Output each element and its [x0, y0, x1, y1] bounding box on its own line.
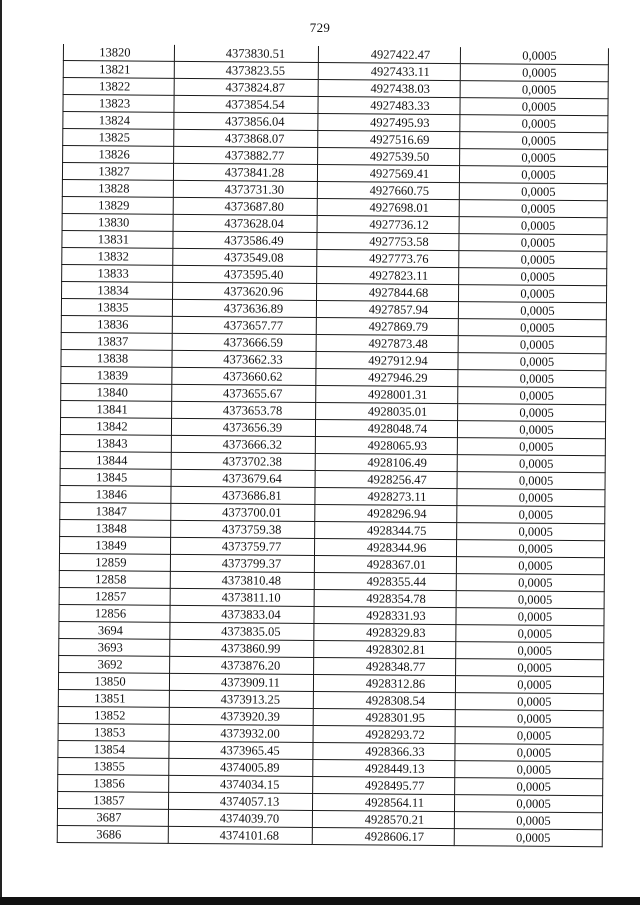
- accuracy-cell: 0,0005: [459, 200, 607, 218]
- accuracy-cell: 0,0005: [458, 319, 606, 337]
- accuracy-cell: 0,0005: [458, 404, 606, 422]
- x-coordinate-cell: 4374034.15: [169, 775, 313, 793]
- point-number-cell: 13848: [60, 519, 171, 537]
- y-coordinate-cell: 4927736.12: [317, 216, 459, 234]
- point-number-cell: 13844: [60, 451, 171, 469]
- x-coordinate-cell: 4374039.70: [168, 809, 312, 827]
- x-coordinate-cell: 4373595.40: [173, 265, 317, 283]
- x-coordinate-cell: 4373856.04: [174, 112, 318, 130]
- y-coordinate-cell: 4927422.47: [318, 46, 460, 64]
- x-coordinate-cell: 4373799.37: [170, 554, 314, 572]
- x-coordinate-cell: 4373549.08: [173, 248, 317, 266]
- x-coordinate-cell: 4373823.55: [174, 61, 318, 79]
- accuracy-cell: 0,0005: [457, 489, 605, 507]
- y-coordinate-cell: 4928495.77: [313, 776, 455, 794]
- y-coordinate-cell: 4928301.95: [313, 708, 455, 726]
- y-coordinate-cell: 4927483.33: [318, 97, 460, 115]
- accuracy-cell: 0,0005: [456, 591, 604, 609]
- x-coordinate-cell: 4373656.39: [171, 418, 315, 436]
- x-coordinate-cell: 4373810.48: [170, 571, 314, 589]
- point-number-cell: 13837: [61, 332, 172, 350]
- point-number-cell: 13824: [63, 112, 174, 130]
- x-coordinate-cell: 4373759.38: [171, 520, 315, 538]
- y-coordinate-cell: 4928344.96: [314, 538, 456, 556]
- point-number-cell: 13845: [60, 468, 171, 486]
- accuracy-cell: 0,0005: [457, 472, 605, 490]
- coordinates-table: [57, 44, 609, 847]
- x-coordinate-cell: 4373876.20: [170, 656, 314, 674]
- accuracy-cell: 0,0005: [454, 795, 602, 813]
- y-coordinate-cell: 4927753.58: [317, 233, 459, 251]
- y-coordinate-cell: 4927495.93: [318, 114, 460, 132]
- point-number-cell: 13830: [62, 213, 173, 231]
- y-coordinate-cell: 4928302.81: [314, 640, 456, 658]
- y-coordinate-cell: 4928354.78: [314, 589, 456, 607]
- point-number-cell: 13850: [58, 672, 169, 690]
- x-coordinate-cell: 4373824.87: [174, 78, 318, 96]
- y-coordinate-cell: 4928344.75: [315, 521, 457, 539]
- y-coordinate-cell: 4927516.69: [318, 131, 460, 149]
- x-coordinate-cell: 4373830.51: [174, 45, 318, 63]
- accuracy-cell: 0,0005: [459, 251, 607, 269]
- x-coordinate-cell: 4373913.25: [169, 690, 313, 708]
- point-number-cell: 13826: [63, 146, 174, 164]
- y-coordinate-cell: 4927438.03: [318, 80, 460, 98]
- accuracy-cell: 0,0005: [457, 506, 605, 524]
- y-coordinate-cell: 4928065.93: [315, 436, 457, 454]
- point-number-cell: 3686: [57, 825, 168, 843]
- point-number-cell: 13835: [61, 298, 172, 316]
- point-number-cell: 13847: [60, 502, 171, 520]
- point-number-cell: 3687: [57, 808, 168, 826]
- x-coordinate-cell: 4373620.96: [172, 282, 316, 300]
- point-number-cell: 13834: [62, 281, 173, 299]
- y-coordinate-cell: 4927946.29: [316, 368, 458, 386]
- scan-edge-bottom: [0, 897, 640, 905]
- x-coordinate-cell: 4373679.64: [171, 469, 315, 487]
- x-coordinate-cell: 4374101.68: [168, 826, 312, 844]
- accuracy-cell: 0,0005: [458, 370, 606, 388]
- point-number-cell: 13854: [58, 740, 169, 758]
- accuracy-cell: 0,0005: [457, 438, 605, 456]
- accuracy-cell: 0,0005: [455, 727, 603, 745]
- point-number-cell: 13822: [63, 78, 174, 96]
- y-coordinate-cell: 4928348.77: [314, 657, 456, 675]
- point-number-cell: 13825: [63, 129, 174, 147]
- accuracy-cell: 0,0005: [460, 132, 608, 150]
- y-coordinate-cell: 4927569.41: [317, 165, 459, 183]
- y-coordinate-cell: 4928564.11: [312, 793, 454, 811]
- x-coordinate-cell: 4373854.54: [174, 95, 318, 113]
- x-coordinate-cell: 4373666.59: [172, 333, 316, 351]
- x-coordinate-cell: 4373731.30: [173, 180, 317, 198]
- point-number-cell: 13841: [61, 400, 172, 418]
- y-coordinate-cell: 4928035.01: [316, 402, 458, 420]
- point-number-cell: 13853: [58, 723, 169, 741]
- accuracy-cell: 0,0005: [458, 387, 606, 405]
- x-coordinate-cell: 4373586.49: [173, 231, 317, 249]
- point-number-cell: 13833: [62, 264, 173, 282]
- y-coordinate-cell: 4928367.01: [314, 555, 456, 573]
- accuracy-cell: 0,0005: [456, 625, 604, 643]
- x-coordinate-cell: 4373655.67: [172, 384, 316, 402]
- point-number-cell: 13842: [60, 417, 171, 435]
- point-number-cell: 13857: [57, 791, 168, 809]
- y-coordinate-cell: 4928449.13: [313, 759, 455, 777]
- accuracy-cell: 0,0005: [458, 353, 606, 371]
- accuracy-cell: 0,0005: [456, 659, 604, 677]
- accuracy-cell: 0,0005: [456, 557, 604, 575]
- point-number-cell: 13827: [62, 163, 173, 181]
- y-coordinate-cell: 4928606.17: [312, 827, 454, 845]
- point-number-cell: 13821: [63, 61, 174, 79]
- point-number-cell: 13836: [61, 315, 172, 333]
- accuracy-cell: 0,0005: [460, 115, 608, 133]
- point-number-cell: 13828: [62, 179, 173, 197]
- y-coordinate-cell: 4928048.74: [315, 419, 457, 437]
- x-coordinate-cell: 4373662.33: [172, 350, 316, 368]
- coordinates-sheet: [57, 44, 608, 847]
- x-coordinate-cell: 4373636.89: [172, 299, 316, 317]
- y-coordinate-cell: 4927433.11: [318, 63, 460, 81]
- accuracy-cell: 0,0005: [457, 455, 605, 473]
- accuracy-cell: 0,0005: [460, 47, 608, 65]
- accuracy-cell: 0,0005: [455, 676, 603, 694]
- y-coordinate-cell: 4927773.76: [317, 250, 459, 268]
- accuracy-cell: 0,0005: [460, 149, 608, 167]
- accuracy-cell: 0,0005: [456, 540, 604, 558]
- y-coordinate-cell: 4928570.21: [312, 810, 454, 828]
- accuracy-cell: 0,0005: [458, 285, 606, 303]
- x-coordinate-cell: 4373860.99: [170, 639, 314, 657]
- point-number-cell: 13852: [58, 706, 169, 724]
- y-coordinate-cell: 4927912.94: [316, 351, 458, 369]
- x-coordinate-cell: 4373909.11: [169, 673, 313, 691]
- x-coordinate-cell: 4373868.07: [174, 129, 318, 147]
- accuracy-cell: 0,0005: [459, 268, 607, 286]
- point-number-cell: 13855: [58, 757, 169, 775]
- y-coordinate-cell: 4928273.11: [315, 487, 457, 505]
- accuracy-cell: 0,0005: [458, 336, 606, 354]
- y-coordinate-cell: 4927869.79: [316, 317, 458, 335]
- y-coordinate-cell: 4928256.47: [315, 470, 457, 488]
- point-number-cell: 13839: [61, 366, 172, 384]
- accuracy-cell: 0,0005: [459, 166, 607, 184]
- y-coordinate-cell: 4927698.01: [317, 199, 459, 217]
- point-number-cell: 12859: [59, 553, 170, 571]
- accuracy-cell: 0,0005: [459, 234, 607, 252]
- x-coordinate-cell: 4373666.32: [171, 435, 315, 453]
- y-coordinate-cell: 4927873.48: [316, 334, 458, 352]
- y-coordinate-cell: 4928296.94: [315, 504, 457, 522]
- y-coordinate-cell: 4928106.49: [315, 453, 457, 471]
- accuracy-cell: 0,0005: [455, 761, 603, 779]
- y-coordinate-cell: 4927844.68: [316, 283, 458, 301]
- x-coordinate-cell: 4373657.77: [172, 316, 316, 334]
- table-row: [57, 825, 602, 846]
- accuracy-cell: 0,0005: [457, 421, 605, 439]
- accuracy-cell: 0,0005: [459, 183, 607, 201]
- x-coordinate-cell: 4373965.45: [169, 741, 313, 759]
- accuracy-cell: 0,0005: [458, 302, 606, 320]
- x-coordinate-cell: 4374057.13: [168, 792, 312, 810]
- y-coordinate-cell: 4928001.31: [316, 385, 458, 403]
- point-number-cell: 13820: [63, 44, 174, 61]
- page-number: 729: [309, 20, 331, 35]
- x-coordinate-cell: 4373628.04: [173, 214, 317, 232]
- x-coordinate-cell: 4373686.81: [171, 486, 315, 504]
- x-coordinate-cell: 4373700.01: [171, 503, 315, 521]
- point-number-cell: 13831: [62, 230, 173, 248]
- point-number-cell: 13851: [58, 689, 169, 707]
- accuracy-cell: 0,0005: [457, 523, 605, 541]
- y-coordinate-cell: 4928366.33: [313, 742, 455, 760]
- y-coordinate-cell: 4928293.72: [313, 725, 455, 743]
- point-number-cell: 3693: [59, 638, 170, 656]
- accuracy-cell: 0,0005: [460, 64, 608, 82]
- point-number-cell: 13823: [63, 95, 174, 113]
- x-coordinate-cell: 4373835.05: [170, 622, 314, 640]
- y-coordinate-cell: 4928312.86: [313, 674, 455, 692]
- scan-edge-left: [0, 0, 2, 905]
- accuracy-cell: 0,0005: [455, 710, 603, 728]
- point-number-cell: 12856: [59, 604, 170, 622]
- y-coordinate-cell: 4927660.75: [317, 182, 459, 200]
- y-coordinate-cell: 4927823.11: [317, 266, 459, 284]
- x-coordinate-cell: 4373932.00: [169, 724, 313, 742]
- point-number-cell: 13846: [60, 485, 171, 503]
- point-number-cell: 12858: [59, 570, 170, 588]
- accuracy-cell: 0,0005: [455, 744, 603, 762]
- x-coordinate-cell: 4373759.77: [170, 537, 314, 555]
- accuracy-cell: 0,0005: [454, 829, 602, 847]
- y-coordinate-cell: 4928331.93: [314, 606, 456, 624]
- point-number-cell: 3692: [59, 655, 170, 673]
- accuracy-cell: 0,0005: [459, 217, 607, 235]
- accuracy-cell: 0,0005: [460, 81, 608, 99]
- accuracy-cell: 0,0005: [456, 642, 604, 660]
- x-coordinate-cell: 4373833.04: [170, 605, 314, 623]
- accuracy-cell: 0,0005: [456, 574, 604, 592]
- x-coordinate-cell: 4373811.10: [170, 588, 314, 606]
- accuracy-cell: 0,0005: [455, 778, 603, 796]
- point-number-cell: 13838: [61, 349, 172, 367]
- accuracy-cell: 0,0005: [456, 608, 604, 626]
- y-coordinate-cell: 4927539.50: [318, 148, 460, 166]
- y-coordinate-cell: 4927857.94: [316, 300, 458, 318]
- point-number-cell: 3694: [59, 621, 170, 639]
- x-coordinate-cell: 4373920.39: [169, 707, 313, 725]
- x-coordinate-cell: 4373660.62: [172, 367, 316, 385]
- point-number-cell: 13829: [62, 196, 173, 214]
- y-coordinate-cell: 4928355.44: [314, 572, 456, 590]
- point-number-cell: 13832: [62, 247, 173, 265]
- x-coordinate-cell: 4374005.89: [169, 758, 313, 776]
- x-coordinate-cell: 4373702.38: [171, 452, 315, 470]
- accuracy-cell: 0,0005: [460, 98, 608, 116]
- y-coordinate-cell: 4928308.54: [313, 691, 455, 709]
- accuracy-cell: 0,0005: [454, 812, 602, 830]
- point-number-cell: 13856: [58, 774, 169, 792]
- x-coordinate-cell: 4373882.77: [174, 146, 318, 164]
- point-number-cell: 13843: [60, 434, 171, 452]
- point-number-cell: 13849: [59, 536, 170, 554]
- point-number-cell: 12857: [59, 587, 170, 605]
- x-coordinate-cell: 4373841.28: [173, 163, 317, 181]
- accuracy-cell: 0,0005: [455, 693, 603, 711]
- y-coordinate-cell: 4928329.83: [314, 623, 456, 641]
- x-coordinate-cell: 4373653.78: [172, 401, 316, 419]
- point-number-cell: 13840: [61, 383, 172, 401]
- x-coordinate-cell: 4373687.80: [173, 197, 317, 215]
